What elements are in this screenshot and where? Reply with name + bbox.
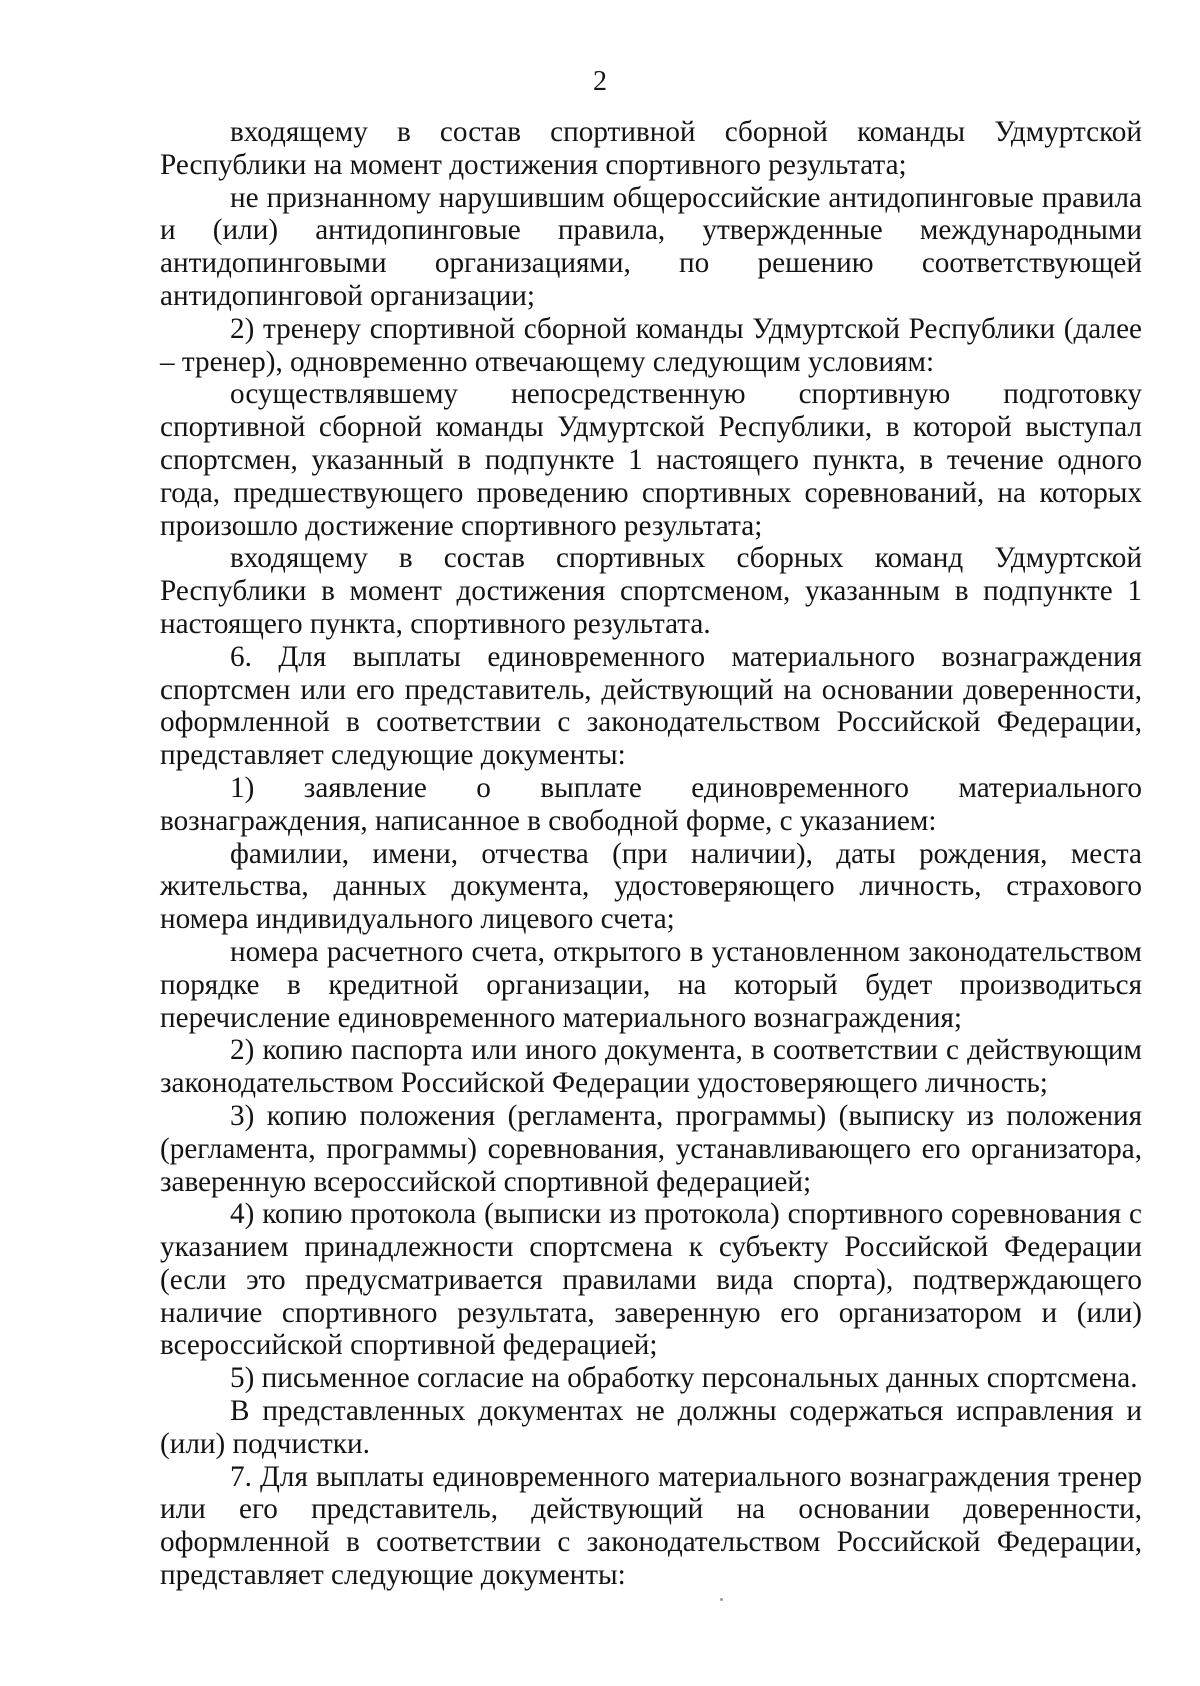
- paragraph: 3) копию положения (регламента, программы) (выписку из положения (регламента, программы) соревнования, устанавливающего его организатора, заверенную всероссийской спортивной федерацией;: [160, 1099, 1142, 1198]
- paragraph: 1) заявление о выплате единовременного материального вознаграждения, написанное в свободной форме, с указанием:: [160, 771, 1142, 837]
- paragraph: не признанному нарушившим общероссийские антидопинговые правила и (или) антидопинговые правила, утвержденные международными антидопинговыми организациями, по решению соответствующей антидопинговой организации;: [160, 181, 1142, 312]
- paragraph: входящему в состав спортивной сборной команды Удмуртской Республики на момент достижения спортивного результата;: [160, 116, 1142, 181]
- paragraph: номера расчетного счета, открытого в установленном законодательством порядке в кредитной организации, на который будет производиться перечисление единовременного материального вознаграждения;: [160, 935, 1142, 1034]
- paragraph: В представленных документах не должны содержаться исправления и (или) подчистки.: [160, 1395, 1142, 1460]
- paragraph: 5) письменное согласие на обработку персональных данных спортсмена.: [230, 1362, 1138, 1395]
- document-body: [160, 116, 1142, 1592]
- paragraph: входящему в состав спортивных сборных команд Удмуртской Республики в момент достижения спортсменом, указанным в подпункте 1 настоящего пункта, спортивного результата.: [160, 542, 1142, 640]
- paragraph: фамилии, имени, отчества (при наличии), даты рождения, места жительства, данных документа, удостоверяющего личность, страхового номера индивидуального лицевого счета;: [160, 837, 1142, 936]
- paragraph: 4) копию протокола (выписки из протокола) спортивного соревнования с указанием принадлежности спортсмена к субъекту Российской Федерации (если это предусматривается правилами вида спорта), подтверждающего наличие спортивного результата, заверенную его организатором и (или) всероссийской спортивной федерацией;: [160, 1198, 1142, 1362]
- paragraph: 2) копию паспорта или иного документа, в соответствии с действующим законодательством Российской Федерации удостоверяющего личность;: [160, 1034, 1142, 1100]
- scan-speck: [720, 1598, 723, 1601]
- paragraph: 2) тренеру спортивной сборной команды Удмуртской Республики (далее – тренер), одновременно отвечающему следующим условиям:: [160, 312, 1142, 378]
- paragraph: 6. Для выплаты единовременного материального вознаграждения спортсмен или его представитель, действующий на основании доверенности, оформленной в соответствии с законодательством Российской Федерации, представляет следующие документы:: [160, 640, 1142, 772]
- paragraph: осуществлявшему непосредственную спортивную подготовку спортивной сборной команды Удмуртской Республики, в которой выступал спортсмен, указанный в подпункте 1 настоящего пункта, в течение одного года, предшествующего проведению спортивных соревнований, на которых произошло достижение спортивного результата;: [160, 378, 1142, 542]
- paragraph: 7. Для выплаты единовременного материального вознаграждения тренер или его представитель, действующий на основании доверенности, оформленной в соответствии с законодательством Российской Федерации, представляет следующие документы:: [160, 1460, 1142, 1592]
- page-number: 2: [593, 66, 607, 97]
